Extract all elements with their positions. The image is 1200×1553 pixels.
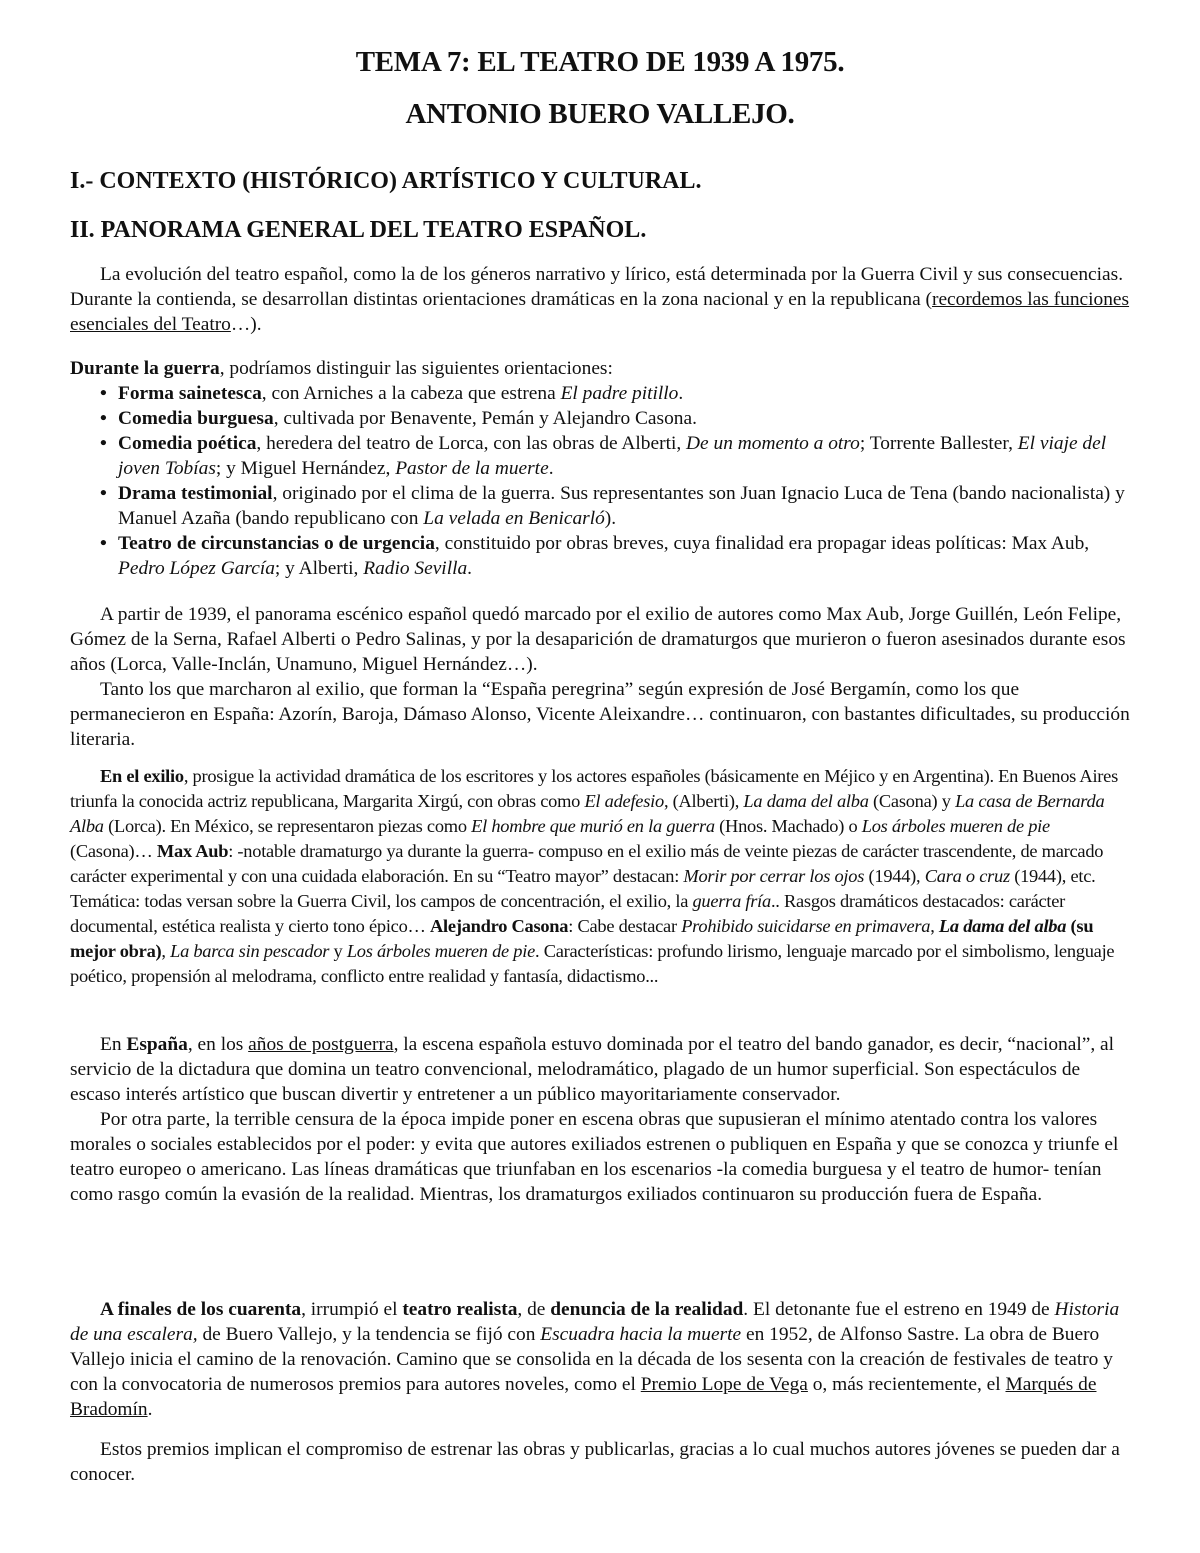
list-item: • Comedia burguesa, cultivada por Benavente, Pemán y Alejandro Casona.: [100, 408, 697, 429]
intro-paragraph: [70, 262, 1130, 337]
bullet-icon: •: [100, 483, 107, 504]
list-item: • Drama testimonial, originado por el clima de la guerra. Sus representantes son Juan Ignacio Luca de Tena (bando nacionalista) y Manuel Azaña (bando republicano con La velada en Benicarló).: [100, 483, 1125, 529]
spain-paragraph: En España, en los años de postguerra, la escena española estuvo dominada por el teatro del bando ganador, es decir, “nacional”, al servicio de la dictadura que domina un teatro convencional, melodramático, plagado de un humor superficial. Son espectáculos de escaso interés artístico que buscan divertir y entretener a un público mayoritariamente conservador. Por otra parte, la terrible censura de la época impide poner en escena obras que supusieran el mínimo atentado contra los valores morales o sociales establecidos por el poder: y evita que autores exiliados estrenen o publiquen en España y que se conozca y triunfe el teatro europeo o americano. Las líneas dramáticas que triunfaban en los escenarios -la comedia burguesa y el teatro de humor- tenían como rasgo común la evasión de la realidad. Mientras, los dramaturgos exiliados continuaron su producción fuera de España.: [70, 1034, 1119, 1205]
exile-paragraph: En el exilio, prosigue la actividad dramática de los escritores y los actores españoles (básicamente en Méjico y en Argentina). En Buenos Aires triunfa la conocida actriz republicana, Margarita Xirgú, con obras como El adefesio, (Alberti), La dama del alba (Casona) y La casa de Bernarda Alba (Lorca). En México, se representaron piezas como El hombre que murió en la guerra (Hnos. Machado) o Los árboles mueren de pie (Casona)… Max Aub: -notable dramaturgo ya durante la guerra- compuso en el exilio más de veinte piezas de carácter trascendente, de marcado carácter experimental y con una cuidada elaboración. En su “Teatro mayor” destacan: Morir por cerrar los ojos (1944), Cara o cruz (1944), etc. Temática: todas versan sobre la Guerra Civil, los campos de concentración, el exilio, la guerra fría.. Rasgos dramáticos destacados: carácter documental, estética realista y cierto tono épico… Alejandro Casona: Cabe destacar Prohibido suicidarse en primavera, La dama del alba (su mejor obra), La barca sin pescador y Los árboles mueren de pie. Características: profundo lirismo, lenguaje marcado por el simbolismo, lenguaje poético, propensión al melodrama, conflicto entre realidad y fantasía, didactismo...: [70, 766, 1119, 986]
orientations-list: [70, 381, 1130, 581]
intro-tail: …).: [230, 314, 262, 335]
bullet-icon: •: [100, 408, 107, 429]
intro-text: La evolución del teatro español, como la de los géneros narrativo y lírico, está determinada por la Guerra Civil y sus consecuencias. Durante la contienda, se desarrollan distintas orientaciones dramáticas en la zona nacional y en la republicana (: [70, 264, 1124, 310]
bullet-icon: •: [100, 533, 107, 554]
section-heading-panorama: II. PANORAMA GENERAL DEL TEATRO ESPAÑOL.: [70, 217, 647, 243]
war-lead: Durante la guerra, podríamos distinguir las siguientes orientaciones:: [70, 358, 613, 379]
late-forties-paragraph: A finales de los cuarenta, irrumpió el teatro realista, de denuncia de la realidad. El detonante fue el estreno en 1949 de Historia de una escalera, de Buero Vallejo, y la tendencia se fijó con Escuadra hacia la muerte en 1952, de Alfonso Sastre. La obra de Buero Vallejo inicia el camino de la renovación. Camino que se consolida en la década de los sesenta con la creación de festivales de teatro y con la convocatoria de numerosos premios para autores noveles, como el Premio Lope de Vega o, más recientemente, el Marqués de Bradomín.: [70, 1299, 1120, 1420]
page-subtitle: ANTONIO BUERO VALLEJO.: [405, 98, 795, 130]
war-orientations-block: [70, 356, 1130, 581]
page-title: TEMA 7: EL TEATRO DE 1939 A 1975.: [355, 46, 845, 78]
bullet-icon: •: [100, 433, 107, 454]
list-item: • Comedia poética, heredera del teatro de Lorca, con las obras de Alberti, De un momento a otro; Torrente Ballester, El viaje del joven Tobías; y Miguel Hernández, Pastor de la muerte.: [100, 433, 1107, 479]
list-item: • Teatro de circunstancias o de urgencia, constituido por obras breves, cuya finalidad era propagar ideas políticas: Max Aub, Pedro López García; y Alberti, Radio Sevilla.: [100, 533, 1090, 579]
paragraph-1939: A partir de 1939, el panorama escénico español quedó marcado por el exilio de autores como Max Aub, Jorge Guillén, León Felipe, Gómez de la Serna, Rafael Alberti o Pedro Salinas, y por la desaparición de dramaturgos que murieron o fueron asesinados durante esos años (Lorca, Valle-Inclán, Unamuno, Miguel Hernández…). Tanto los que marcharon al exilio, que forman la “España peregrina” según expresión de José Bergamín, como los que permanecieron en España: Azorín, Baroja, Dámaso Alonso, Vicente Aleixandre… continuaron, con bastantes dificultades, su producción literaria.: [70, 604, 1130, 750]
list-item: • Forma sainetesca, con Arniches a la cabeza que estrena El padre pitillo.: [100, 383, 684, 404]
intro-underlined-note: recordemos las funciones esenciales del Teatro: [70, 289, 1130, 335]
section-heading-context: I.- CONTEXTO (HISTÓRICO) ARTÍSTICO Y CULTURAL.: [70, 168, 702, 194]
bullet-icon: •: [100, 383, 107, 404]
awards-paragraph: Estos premios implican el compromiso de estrenar las obras y publicarlas, gracias a lo cual muchos autores jóvenes se pueden dar a conocer.: [70, 1439, 1120, 1485]
